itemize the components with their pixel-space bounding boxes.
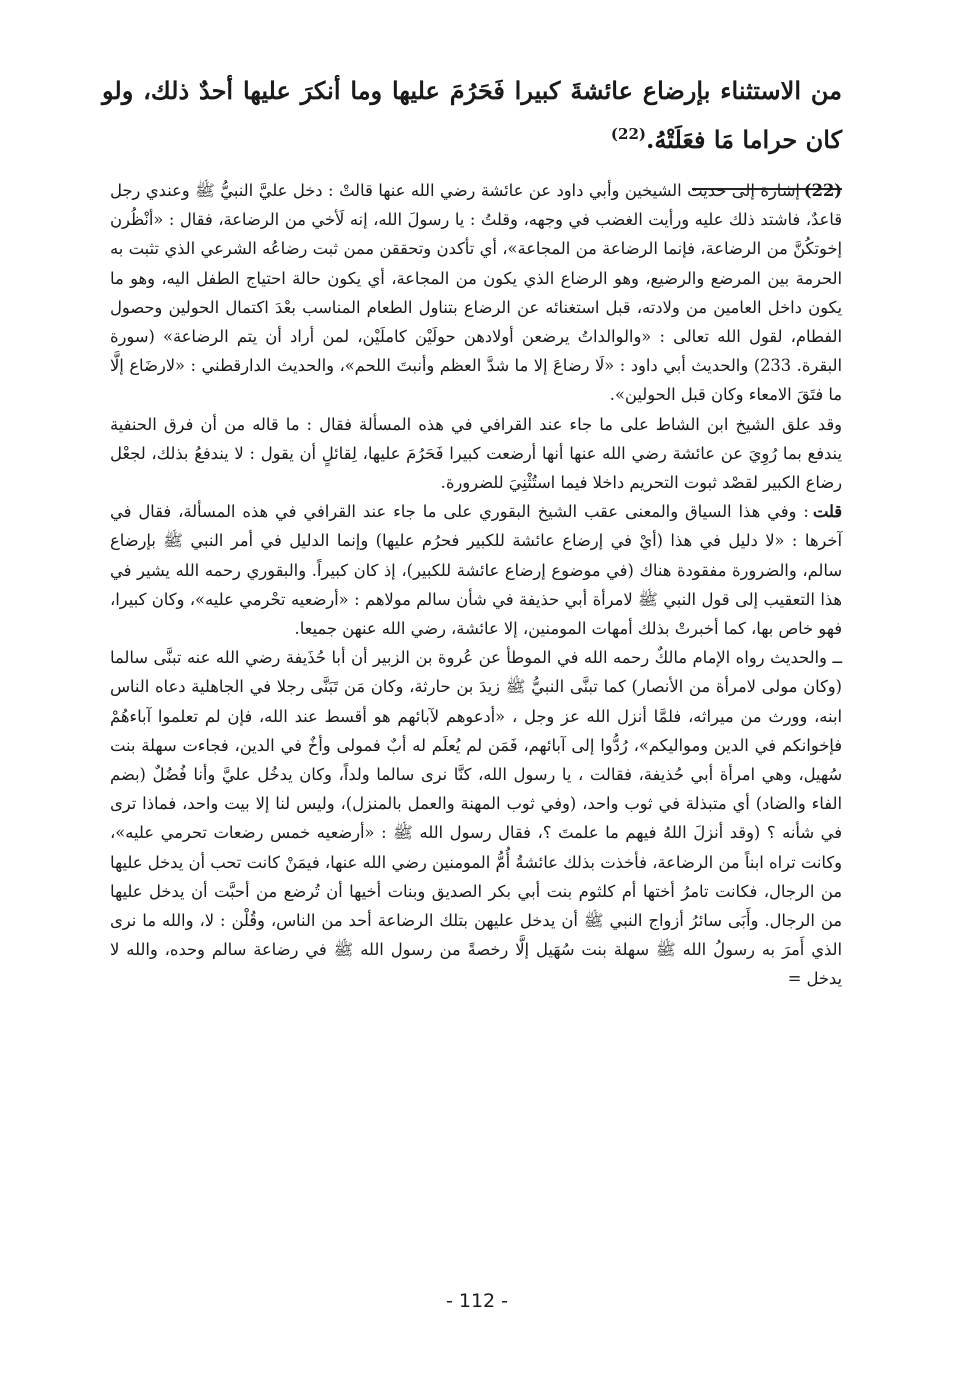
footnote-paragraph — [110, 497, 842, 643]
footnote-text: إشارة إلى حديث الشيخين وأبي داود عن عائشة رضي الله عنها قالتْ : دخل عليَّ النبيُّ ﷺ وعندي رجل قاعدٌ، فاشتد ذلك عليه ورأيت الغضب في وجهه، وقلتُ : يا رسولَ الله، إنه لَأخي من الرضاعة، فقال : «أنْظُرن إخوتكُنَّ من الرضاعة، فإنما الرضاعة من المجاعة»، أي تأكدن وتحقق‍ن ممن ثبت رضاعُه الشرعي الذي تثبت به الحرمة بين المرضع والرضيع، وهو الرضاع الذي يكون من المجاعة، أي يكون حالة احتياج الطفل اليه، وهو ما يكون داخل العامين من ولادته، قبل استغنائه عن الرضاع بتناول الطعام المناسب بعْدَ اكتمال الحولين وحصول الفطام، لقول الله تعالى : «والوالداتُ يرضعن أولادهن حولَيْن كاملَيْن، لمن أراد أن يتم الرضاعة» (سورة البقرة. 233) والحديث أبي داود : «لَا رضاعَ إلا ما شدَّ العظم وأنبتَ اللحم»، والحديث الدارقطني : «لارضَاع إلَّا ما فتَقَ الامعاء وكان قبل الحولين». — [110, 181, 842, 405]
footnote-reference: (22) — [610, 125, 647, 143]
main-paragraph — [102, 66, 842, 164]
footnote-paragraph: ــ والحديث رواه الإمام مالكٌ رحمه الله في الموطأ عن عُروة بن الزبير أن أبا حُذَيفة رضي الله عنه تبنَّى سالما (وكان مولى لامرأة من الأنصار) كما تبنَّى النبيُّ ﷺ زيدَ بن حارثة، وكان مَن تَبَنَّى رجلا في الجاهلية دعاه الناس ابنه، وورث من ميراثه، فلمَّا أنزل الله عز وجل ، «أدعوهم لآبائهم هو أقسط عند الله، فإن لم تعلموا آباءهُمْ فإخوانكم في الدين ومواليكم»، رُدُّوا إلى آبائهم، فَمَن لم يُعلَم له أبٌ فمولى وأخٌ في الدين، فجاءت سهلة بنت سُهيل، وهي امرأة أبي حُذيفة، فقالت ، يا رسول الله، كنَّا نرى سالما ولداً، وكان يدخُل عليَّ وأنا فُضُلٌ (بضم الفاء والضاد) أي متبذلة في ثوب واحد، (وفي ثوب المهنة والعمل بالمنزل)، وليس لنا إلا بيت واحد، فماذا ترى في شأنه ؟ (وقد أنزلَ اللهُ فيهم ما علمتَ ؟، فقال رسول الله ﷺ : «أرضعيه خمس رضعات تحرمي عليه»، وكانت تراه ابناً من الرضاعة، فأخذت بذلك عائشةُ أُمُّ المومنين رضي الله عنها، فيمَنْ كانت تحب أن يدخل عليها من الرجال، فكانت تامرُ أختها أم كلثوم بنت أبي بكر الصديق وبنات أخيها أن تُرضع من أحبَّت أن يدخل عليها من الرجال. وأَبَى سائرُ أزواج النبي ﷺ أن يدخل عليهن بتلك الرضاعة أحد من الناس، وقُلْن : لا، والله ما نرى الذي أَمرَ به رسولُ الله ﷺ سهلة بنت سُهَيل إلَّا رخصةً من رسول الله ﷺ في رضاعة سالم وحده، والله لا يدخل = — [110, 648, 842, 989]
page-number: - 112 - — [445, 1290, 509, 1312]
footnote-paragraph — [110, 176, 842, 410]
note-label: قلت — [812, 502, 842, 522]
footnote-paragraph: وقد علق الشيخ ابن الشاط على ما جاء عند القرافي في هذه المسألة فقال : ما قاله من أن فرق الحنفية يندفع بما رُوِيَ عن عائشة رضي الله عنها أنها أرضعت كبيرا فَحَرُمَ عليها، لِقائلٍ أن يقول : لا يندفعُ بذلك، لجعْل رضاع الكبير لقصْد ثبوت التحريم داخلا فيما استُثْنِيَ للضرورة. — [110, 414, 842, 493]
footnotes-section — [110, 176, 842, 994]
footnote-number: (22) — [803, 181, 842, 200]
main-text-body: من الاستثناء بإرضاع عائشةَ كبيرا فَحَرُمَ عليها وما أنكرَ عليها أحدٌ ذلك، ولو كان حراما مَا فعَلَتْهُ. — [102, 76, 842, 154]
footnote-text: : وفي هذا السياق والمعنى عقب الشيخ البقوري على ما جاء عند القرافي في هذه المسألة، فقال في آخرها : «لا دليل في هذا (أيْ في إرضاع عائشة للكبير فحرُم عليها) وإنما الدليل في أمر النبي ﷺ بإرضاع سالم، والضرورة مفقودة هناك (في موضوع إرضاع عائشة للكبير)، إذ كان كبيراً. والبقوري رحمه الله يشير في هذا التعقيب إلى قول النبي ﷺ لامرأة أبي حذيفة في شأن سالم مولاهم : «أرضعيه تحْرمي عليه»، وكان كبيرا، فهو خاص بها، كما أخبرتْ بذلك أمهات المومنين، إلا عائشة، رضي الله عنهن جميعا. — [110, 502, 842, 639]
